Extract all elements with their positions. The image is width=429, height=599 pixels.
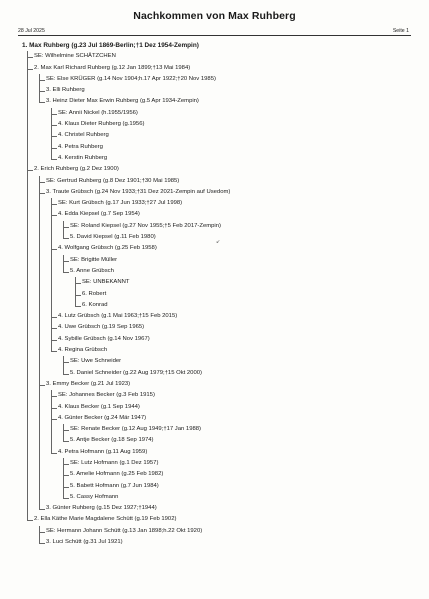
entry-text: 2. Erich Ruhberg (g.2 Dez 1900) (34, 166, 119, 173)
tree-connector (63, 368, 69, 375)
entry-text: 5. Daniel Schneider (g.22 Aug 1979;†15 Okt 2000) (70, 369, 202, 376)
entry-text: 4. Günter Becker (g.24 Mär 1947) (58, 414, 147, 421)
descendant-entry (0, 209, 429, 220)
tree-guide-line (63, 458, 64, 492)
descendant-entry (0, 379, 429, 390)
entry-text: SE: Renate Becker (g.12 Aug 1949;†17 Jan 1988) (70, 426, 201, 433)
spouse-entry (0, 176, 429, 187)
entry-text: 5. Cassy Hofmann (70, 493, 119, 500)
entry-text: 2. Ella Käthe Marie Magdalene Schütt (g.19 Feb 1902) (34, 516, 177, 523)
spouse-entry (0, 221, 429, 232)
entry-text: 4. Regina Grübsch (58, 347, 108, 354)
descendant-entry (0, 322, 429, 333)
descendant-entry (0, 289, 429, 300)
tree-connector (51, 345, 57, 352)
entry-text: SE: Kurt Grübsch (g.17 Jun 1933;†27 Jul 1998) (58, 200, 183, 207)
descendant-entry (0, 142, 429, 153)
entry-text: 5. Amelie Hofmann (g.25 Feb 1982) (70, 471, 164, 478)
entry-text: 5. Babett Hofmann (g.7 Jun 1984) (70, 482, 159, 489)
entry-text: 4. Christel Ruhberg (58, 132, 109, 139)
spouse-entry (0, 108, 429, 119)
descendant-entry (0, 96, 429, 107)
scan-mark: ↙ (216, 239, 221, 245)
tree-connector (51, 447, 57, 454)
descendant-entry (0, 63, 429, 74)
descendant-entry (0, 232, 429, 243)
entry-text: SE: Gertrud Ruhberg (g.8 Dez 1901;†30 Mai 1985) (46, 177, 180, 184)
tree-connector (39, 96, 45, 103)
tree-connector (51, 153, 57, 160)
page-title: Nachkommen von Max Ruhberg (133, 10, 296, 22)
tree-guide-line (51, 108, 52, 153)
entry-text: SE: UNBEKANNT (82, 279, 130, 286)
descendant-entry (0, 187, 429, 198)
entry-text: 4. Wolfgang Grübsch (g.25 Feb 1958) (58, 245, 157, 252)
tree-guide-line (75, 277, 76, 300)
spouse-entry (0, 198, 429, 209)
entry-text: SE: Uwe Schneider (70, 358, 122, 365)
descendant-entry (0, 368, 429, 379)
entry-text: 4. Uwe Grübsch (g.19 Sep 1965) (58, 324, 145, 331)
descendant-entry (0, 345, 429, 356)
descendant-entry (0, 40, 429, 51)
entry-text: 3. Günter Ruhberg (g.15 Dez 1927;†1944) (46, 505, 157, 512)
tree-connector (63, 492, 69, 499)
descendant-entry (0, 435, 429, 446)
entry-text: 4. Kerstin Ruhberg (58, 154, 108, 161)
descendant-entry (0, 503, 429, 514)
descendant-entry (0, 300, 429, 311)
entry-text: 3. Emmy Becker (g.21 Jul 1923) (46, 380, 131, 387)
spouse-entry (0, 424, 429, 435)
spouse-entry (0, 458, 429, 469)
descendant-entry (0, 447, 429, 458)
descendant-entry (0, 514, 429, 525)
spouse-entry (0, 255, 429, 266)
entry-text: SE: Lutz Hofmann (g.1 Dez 1957) (70, 459, 159, 466)
print-date: 28 Jul 2025 (18, 28, 45, 34)
entry-text: 4. Klaus Dieter Ruhberg (g.1956) (58, 121, 145, 128)
tree-guide-line (39, 526, 40, 537)
entry-text: SE: Roland Kiepsel (g.27 Nov 1955;†5 Feb 2017-Zempin) (70, 222, 221, 229)
descendant-entry (0, 266, 429, 277)
entry-text: 6. Robert (82, 290, 107, 297)
descendant-entry (0, 469, 429, 480)
tree-guide-line (51, 390, 52, 447)
spouse-entry (0, 390, 429, 401)
header-rule (18, 35, 411, 36)
entry-text: 1. Max Ruhberg (g.23 Jul 1869-Berlin;†1 Dez 1954-Zempin) (22, 42, 199, 49)
entry-text: 5. Anne Grübsch (70, 267, 114, 274)
entry-text: 4. Petra Ruhberg (58, 143, 103, 150)
spouse-entry (0, 356, 429, 367)
tree-guide-line (63, 356, 64, 367)
tree-connector (75, 300, 81, 307)
tree-guide-line (39, 74, 40, 97)
entry-text: 4. Klaus Becker (g.1 Sep 1944) (58, 403, 140, 410)
descendant-entry (0, 492, 429, 503)
descendant-entry (0, 164, 429, 175)
entry-text: SE: Annii Nickel (h.1955/1956) (58, 109, 138, 116)
entry-text: SE: Else KRÜGER (g.14 Nov 1904;h.17 Apr 1922;†20 Nov 1985) (46, 75, 216, 82)
tree-connector (27, 514, 33, 521)
descendant-entry (0, 85, 429, 96)
entry-text: SE: Brigitte Müller (70, 256, 118, 263)
descendant-entry (0, 153, 429, 164)
tree-guide-line (51, 198, 52, 345)
tree-guide-line (63, 221, 64, 232)
entry-text: 4. Lutz Grübsch (g.1 Mai 1963;†15 Feb 2015) (58, 313, 178, 320)
entry-text: SE: Johannes Becker (g.3 Feb 1915) (58, 392, 155, 399)
spouse-entry (0, 74, 429, 85)
descendant-entry (0, 481, 429, 492)
tree-connector (39, 503, 45, 510)
spouse-entry (0, 277, 429, 288)
descendant-entry (0, 537, 429, 548)
tree-connector (63, 435, 69, 442)
spouse-entry (0, 51, 429, 62)
entry-text: SE: Hermann Johann Schütt (g.13 Jan 1898;h.22 Okt 1920) (46, 527, 203, 534)
entry-text: 3. Luci Schütt (g.31 Jul 1921) (46, 539, 123, 546)
descendant-entry (0, 334, 429, 345)
tree-guide-line (63, 255, 64, 266)
entry-text: 3. Heinz Dieter Max Erwin Ruhberg (g.5 Apr 1934-Zempin) (46, 98, 199, 105)
descendant-tree (0, 40, 429, 548)
descendant-entry (0, 402, 429, 413)
entry-text: 5. Antje Becker (g.18 Sep 1974) (70, 437, 154, 444)
entry-text: 5. David Kiepsel (g.11 Feb 1980) (70, 234, 156, 241)
descendant-entry (0, 413, 429, 424)
entry-text: 6. Konrad (82, 301, 108, 308)
tree-connector (63, 232, 69, 239)
descendant-entry (0, 311, 429, 322)
entry-text: 4. Sybille Grübsch (g.14 Nov 1967) (58, 335, 150, 342)
entry-text: SE: Wilhelmine SCHÄTZCHEN (34, 53, 116, 60)
entry-text: 3. Elli Ruhberg (46, 87, 85, 94)
descendant-entry (0, 243, 429, 254)
descendant-entry (0, 119, 429, 130)
tree-guide-line (63, 424, 64, 435)
entry-text: 4. Petra Hofmann (g.11 Aug 1959) (58, 448, 148, 455)
entry-text: 3. Traute Grübsch (g.24 Nov 1933;†31 Dez 2021-Zempin auf Usedom) (46, 188, 231, 195)
page-number: Seite 1 (392, 28, 409, 34)
tree-guide-line (39, 176, 40, 504)
tree-connector (39, 537, 45, 544)
descendant-entry (0, 130, 429, 141)
tree-guide-line (27, 51, 28, 514)
entry-text: 2. Max Karl Richard Ruhberg (g.12 Jan 1899;†13 Mai 1984) (34, 64, 191, 71)
tree-connector (63, 266, 69, 273)
entry-text: 4. Edda Kiepsel (g.7 Sep 1954) (58, 211, 140, 218)
spouse-entry (0, 526, 429, 537)
